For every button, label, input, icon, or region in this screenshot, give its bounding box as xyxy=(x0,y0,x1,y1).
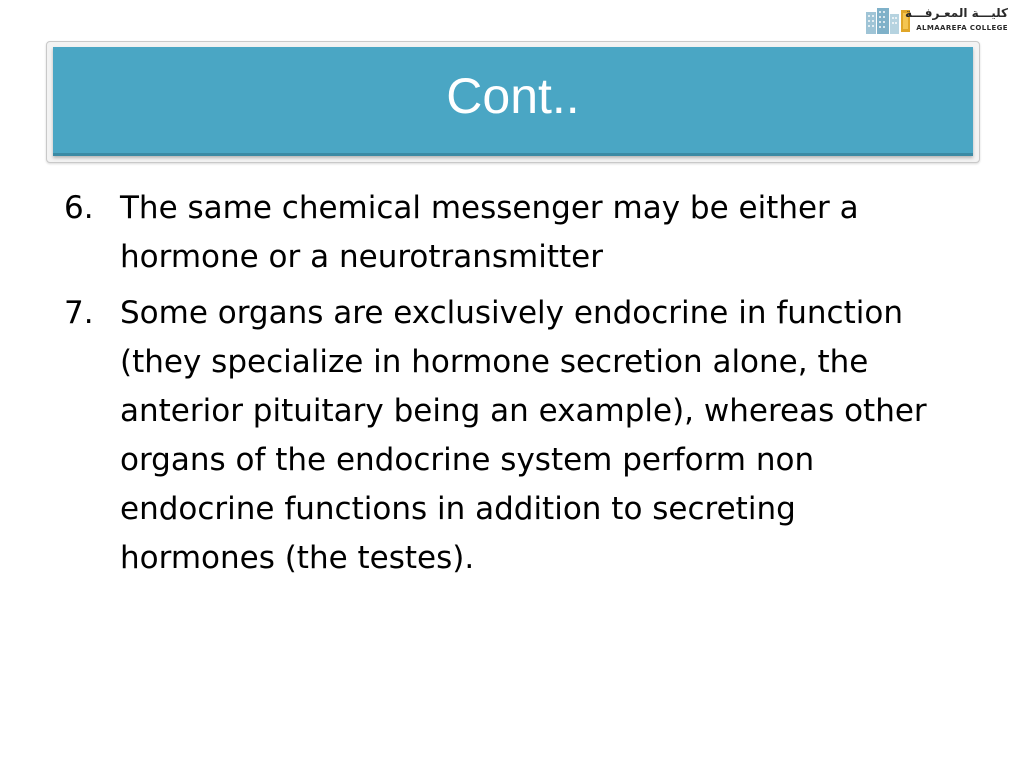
slide-body xyxy=(64,184,964,590)
list-item-number: 6. xyxy=(64,190,94,226)
title-band xyxy=(53,47,973,156)
title-frame xyxy=(46,41,980,163)
slide-title: Cont.. xyxy=(446,68,580,124)
list-item-text: Some organs are exclusively endocrine in function (they specialize in hormone secretion alone, the anterior pituitary being an example), whereas other organs of the endocrine system perform non endocrine functions in addition to secreting hormones (the testes). xyxy=(120,295,927,576)
logo-arabic-name: كليـــة المعـرفـــة xyxy=(905,6,1008,20)
college-logo xyxy=(866,6,1008,36)
list-item xyxy=(64,289,964,583)
list-item xyxy=(64,184,964,282)
list-item-number: 7. xyxy=(64,295,94,331)
list-item-text: The same chemical messenger may be either a hormone or a neurotransmitter xyxy=(120,190,859,275)
logo-english-name: ALMAAREFA COLLEGE xyxy=(916,24,1008,32)
